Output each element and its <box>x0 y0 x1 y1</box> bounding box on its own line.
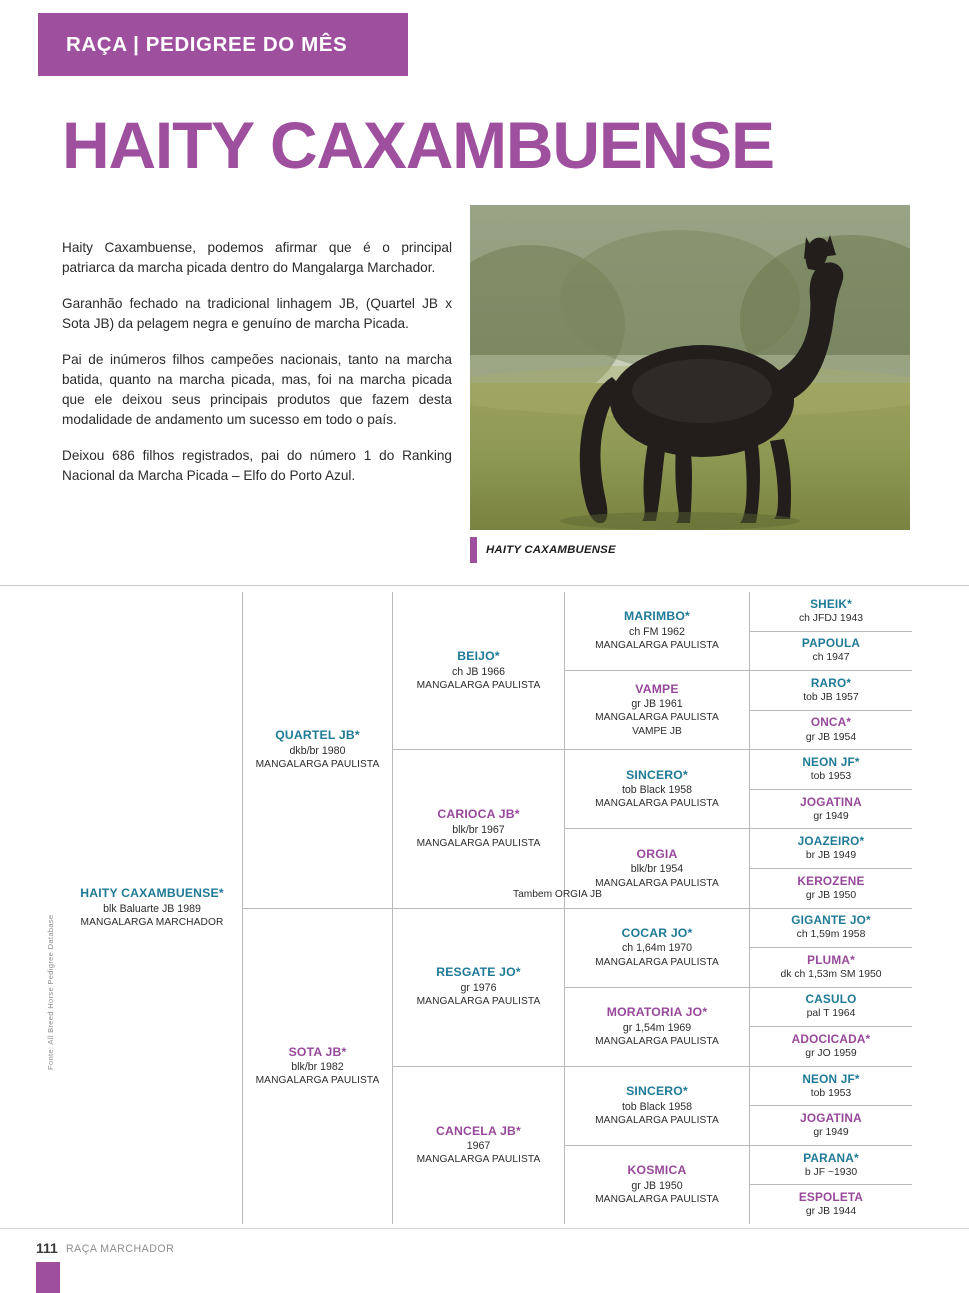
footer-divider <box>0 1228 969 1229</box>
node-name: ESPOLETA <box>798 1190 864 1205</box>
node-detail: blk/br 1954 <box>630 863 684 876</box>
intro-paragraph: Haity Caxambuense, podemos afirmar que é o principal patriarca da marcha picada dentro do Mangalarga Marchador. <box>62 240 452 275</box>
pedigree-node-sire <box>392 909 564 1067</box>
node-name: SINCERO* <box>626 1084 688 1099</box>
node-detail: ch JB 1966 <box>451 665 505 678</box>
node-detail: dkb/br 1980 <box>289 744 346 757</box>
node-name: ADOCICADA* <box>791 1031 871 1046</box>
node-detail: gr 1949 <box>813 810 849 822</box>
node-name: QUARTEL JB* <box>275 728 360 743</box>
pedigree-node-sire <box>564 1067 749 1146</box>
node-name: JOAZEIRO* <box>797 834 865 849</box>
node-detail: gr JB 1950 <box>805 889 857 901</box>
intro-paragraph: Deixou 686 filhos registrados, pai do número 1 do Ranking Nacional da Marcha Picada – Elfo do Porto Azul. <box>62 447 452 483</box>
node-detail: tob Black 1958 <box>621 1100 693 1113</box>
node-name: CARIOCA JB* <box>437 807 520 822</box>
horse-photo <box>470 205 910 530</box>
pedigree-node-dam <box>749 711 912 751</box>
node-name: NEON JF* <box>802 755 860 770</box>
horse-photo-frame <box>470 205 910 530</box>
pedigree-generation-4 <box>513 592 749 1224</box>
pedigree-node-dam <box>564 671 749 750</box>
node-name: JOGATINA <box>800 1111 862 1126</box>
node-name: ORGIA <box>636 846 678 861</box>
node-detail: tob JB 1957 <box>803 691 859 703</box>
page-title: HAITY CAXAMBUENSE <box>62 108 774 182</box>
node-name: VAMPE <box>635 681 679 696</box>
node-extra: VAMPE JB <box>632 726 682 738</box>
caption-accent-bar <box>470 537 477 563</box>
chart-top-divider <box>0 585 969 586</box>
pedigree-node-sire <box>749 750 912 790</box>
node-name: CANCELA JB* <box>435 1123 522 1138</box>
pedigree-node-dam <box>513 829 749 908</box>
node-breed: MANGALARGA PAULISTA <box>416 996 541 1008</box>
pedigree-node-sire <box>749 1146 912 1186</box>
pedigree-node-sire <box>749 909 912 949</box>
intro-paragraph: Pai de inúmeros filhos campeões nacionais, tanto na marcha batida, quanto na marcha picada, mas, foi na marcha picada que ele deixou seus principais produtos que fazem desta modalidade de andamento um sucesso em todo o país. <box>62 351 452 427</box>
pedigree-node-dam <box>242 909 392 1225</box>
pedigree-node-dam <box>392 750 564 908</box>
node-name: PARANA* <box>803 1150 859 1165</box>
node-detail: 1967 <box>466 1140 491 1153</box>
pedigree-node-sire <box>749 1067 912 1107</box>
node-detail: dk ch 1,53m SM 1950 <box>780 968 882 980</box>
node-name: RARO* <box>810 675 852 690</box>
node-detail: br JB 1949 <box>805 850 857 862</box>
node-breed: MANGALARGA PAULISTA <box>595 877 719 889</box>
node-detail: tob 1953 <box>810 771 852 783</box>
node-breed: MANGALARGA PAULISTA <box>416 1154 541 1166</box>
node-name: KOSMICA <box>627 1163 687 1178</box>
node-name: SOTA JB* <box>288 1044 347 1059</box>
node-breed: MANGALARGA PAULISTA <box>595 712 719 724</box>
node-name: SINCERO* <box>626 767 688 782</box>
node-breed: MANGALARGA PAULISTA <box>595 1114 719 1126</box>
node-breed: MANGALARGA PAULISTA <box>595 640 719 652</box>
node-name: SHEIK* <box>810 596 852 611</box>
pedigree-node-dam <box>564 988 749 1067</box>
node-detail: ch 1,64m 1970 <box>621 942 693 955</box>
pedigree-node-sire <box>749 671 912 711</box>
node-detail: b JF ~1930 <box>804 1166 858 1178</box>
pedigree-node-dam <box>749 869 912 909</box>
node-detail: gr 1976 <box>460 982 497 994</box>
pedigree-node-sire <box>564 750 749 829</box>
pedigree-node-sire <box>564 909 749 988</box>
pedigree-node-sire <box>564 592 749 671</box>
intro-text <box>62 238 452 486</box>
node-name: CASULO <box>805 992 857 1007</box>
node-detail: gr JO 1959 <box>805 1048 857 1060</box>
node-name: BEIJO* <box>457 648 500 663</box>
node-detail: gr JB 1950 <box>631 1179 683 1192</box>
node-name: NEON JF* <box>802 1071 860 1086</box>
footer-accent-block <box>36 1262 60 1293</box>
node-name: COCAR JO* <box>621 925 693 940</box>
node-name: GIGANTE JO* <box>791 913 871 928</box>
pedigree-node-sire <box>242 592 392 909</box>
node-name: PAPOULA <box>801 636 861 651</box>
node-name: HAITY CAXAMBUENSE* <box>80 886 224 901</box>
node-detail: gr JB 1954 <box>805 731 857 743</box>
intro-paragraph: Garanhão fechado na tradicional linhagem JB, (Quartel JB x Sota JB) da pelagem negra e genuíno de marcha Picada. <box>62 295 452 331</box>
node-name: ONCA* <box>810 715 852 730</box>
node-breed: MANGALARGA PAULISTA <box>595 1194 719 1205</box>
pedigree-node-dam <box>749 1185 912 1224</box>
pedigree-generation-5 <box>749 592 912 1224</box>
node-breed: MANGALARGA PAULISTA <box>595 798 719 810</box>
node-detail: ch 1947 <box>812 652 850 664</box>
pedigree-generation-2 <box>242 592 392 1224</box>
pedigree-node-dam <box>749 1027 912 1067</box>
node-breed: MANGALARGA PAULISTA <box>416 679 541 691</box>
source-credit: Fonte: All Breed Horse Pedigree Database <box>46 914 55 1070</box>
node-breed: MANGALARGA PAULISTA <box>255 1075 380 1087</box>
node-detail: ch FM 1962 <box>629 625 685 638</box>
publication-name: RAÇA MARCHADOR <box>66 1243 175 1255</box>
pedigree-node-sire <box>392 592 564 750</box>
node-detail: blk Baluarte JB 1989 <box>103 902 201 915</box>
pedigree-node-sire <box>749 829 912 869</box>
node-name: JOGATINA <box>800 794 862 809</box>
pedigree-node-sire <box>749 592 912 632</box>
pedigree-node-root <box>62 592 242 1224</box>
pedigree-node-dam <box>392 1067 564 1224</box>
node-breed: MANGALARGA PAULISTA <box>255 758 380 770</box>
node-detail: gr 1,54m 1969 <box>622 1021 692 1034</box>
pedigree-node-dam <box>564 1146 749 1224</box>
section-kicker-banner <box>38 13 408 76</box>
pedigree-node-dam <box>749 1106 912 1146</box>
node-name: KEROZENE <box>797 873 865 888</box>
node-detail: tob 1953 <box>810 1087 852 1099</box>
node-detail: gr 1949 <box>813 1127 849 1139</box>
node-breed: MANGALARGA MARCHADOR <box>80 917 224 929</box>
pedigree-node-sire <box>749 988 912 1028</box>
pedigree-chart <box>62 592 912 1224</box>
node-name: MARIMBO* <box>624 609 690 624</box>
node-detail: tob Black 1958 <box>621 784 693 797</box>
node-breed: MANGALARGA PAULISTA <box>595 1035 719 1047</box>
node-extra: Tambem ORGIA JB <box>513 888 602 900</box>
node-detail: blk/br 1967 <box>452 823 505 836</box>
pedigree-generation-1 <box>62 592 242 1224</box>
pedigree-node-dam <box>749 948 912 988</box>
pedigree-node-dam <box>749 632 912 672</box>
page-number: 111 <box>36 1240 58 1256</box>
node-detail: pal T 1964 <box>806 1008 856 1020</box>
node-name: MORATORIA JO* <box>606 1004 708 1019</box>
node-name: RESGATE JO* <box>436 965 521 980</box>
kicker-label: RAÇA | PEDIGREE DO MÊS <box>66 32 348 56</box>
node-detail: gr JB 1961 <box>631 698 683 711</box>
caption-label: HAITY CAXAMBUENSE <box>486 544 616 556</box>
node-breed: MANGALARGA PAULISTA <box>595 956 719 968</box>
photo-caption <box>470 537 616 563</box>
node-name: PLUMA* <box>807 952 855 967</box>
node-detail: blk/br 1982 <box>291 1061 344 1074</box>
node-detail: gr JB 1944 <box>805 1206 857 1218</box>
node-detail: ch 1,59m 1958 <box>796 929 866 941</box>
node-detail: ch JFDJ 1943 <box>798 612 864 624</box>
pedigree-generation-3 <box>392 592 564 1224</box>
node-breed: MANGALARGA PAULISTA <box>416 837 541 849</box>
pedigree-node-dam <box>749 790 912 830</box>
